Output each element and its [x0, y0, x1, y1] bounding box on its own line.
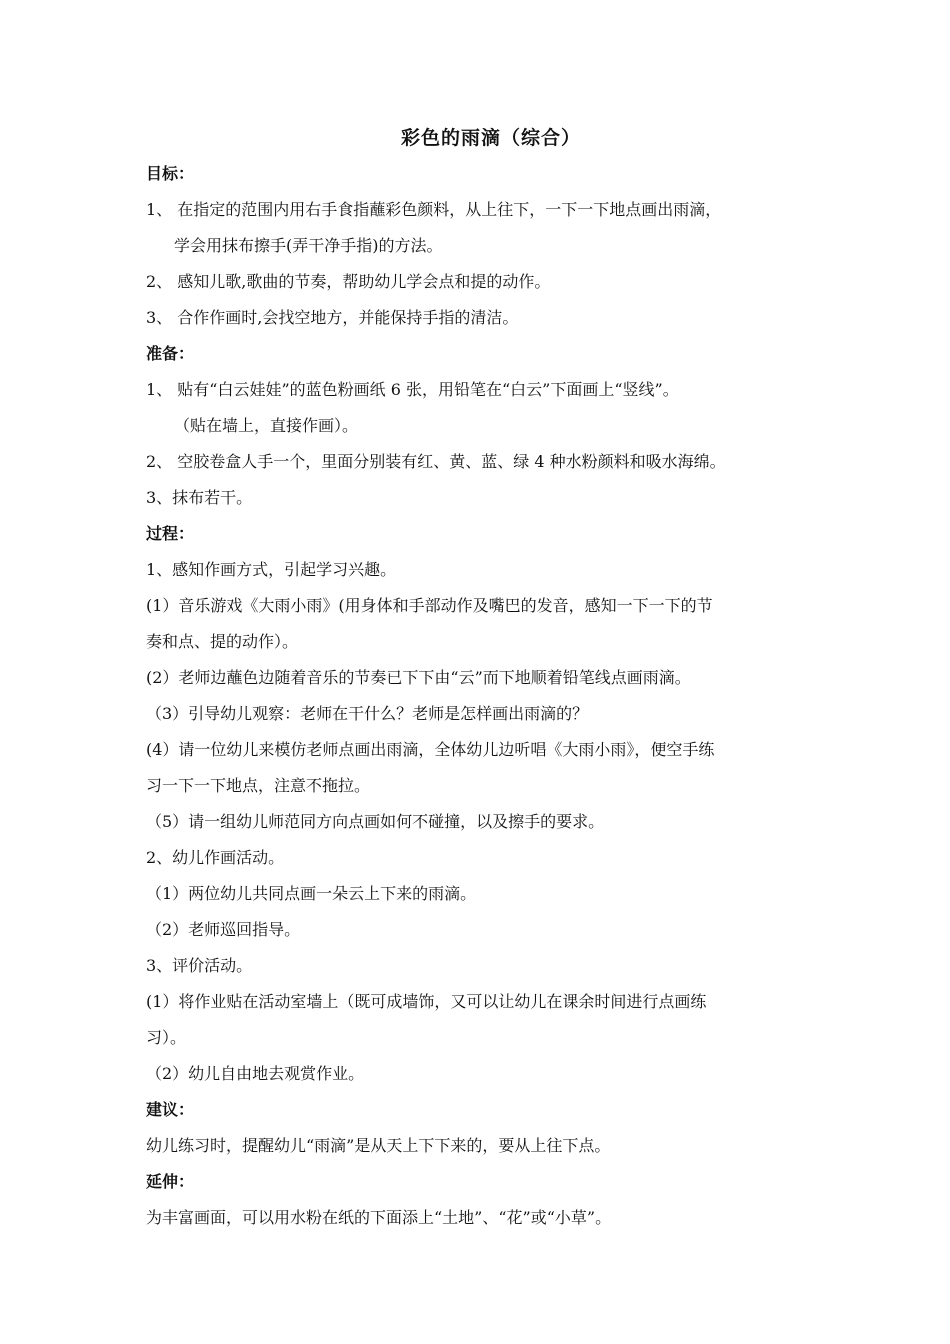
process-line: 2、幼儿作画活动。	[146, 848, 285, 867]
suggest-heading: 建议：	[146, 1100, 195, 1119]
process-line: 3、评价活动。	[146, 956, 253, 975]
prep-line-1-cont: （贴在墙上，直接作画）。	[174, 416, 359, 435]
process-line: （1）两位幼儿共同点画一朵云上下来的雨滴。	[146, 884, 477, 903]
goals-line-1: 1、 在指定的范围内用右手食指蘸彩色颜料，从上往下，一下一下地点画出雨滴，	[146, 200, 722, 219]
process-heading: 过程：	[146, 524, 195, 543]
process-line: （3）引导幼儿观察：老师在干什么？老师是怎样画出雨滴的？	[146, 704, 589, 723]
process-line: (1）音乐游戏《大雨小雨》(用身体和手部动作及嘴巴的发音，感知一下一下的节	[146, 596, 713, 615]
process-line: (2）老师边蘸色边随着音乐的节奏已下下由“云”而下地顺着铅笔线点画雨滴。	[146, 668, 691, 687]
prep-line-2: 2、 空胶卷盒人手一个，里面分别装有红、黄、蓝、绿 4 种水粉颜料和吸水海绵。	[146, 452, 726, 471]
goals-line-2: 2、 感知儿歌,歌曲的节奏，帮助幼儿学会点和提的动作。	[146, 272, 551, 291]
process-line: 奏和点、提的动作）。	[146, 632, 299, 651]
process-line: 习一下一下地点，注意不拖拉。	[146, 776, 371, 795]
process-line: (1）将作业贴在活动室墙上（既可成墙饰，又可以让幼儿在课余时间进行点画练	[146, 992, 707, 1011]
process-line: (4）请一位幼儿来模仿老师点画出雨滴，全体幼儿边听唱《大雨小雨》，便空手练	[146, 740, 715, 759]
prep-line-1: 1、 贴有“白云娃娃”的蓝色粉画纸 6 张，用铅笔在“白云”下面画上“竖线”。	[146, 380, 679, 399]
process-line: （2）幼儿自由地去观赏作业。	[146, 1064, 365, 1083]
process-line: 习）。	[146, 1028, 187, 1047]
prep-line-3: 3、抹布若干。	[146, 488, 253, 507]
extend-heading: 延伸：	[146, 1172, 195, 1191]
prep-heading: 准备：	[146, 344, 195, 363]
suggest-line: 幼儿练习时，提醒幼儿“雨滴”是从天上下下来的，要从上往下点。	[146, 1136, 611, 1155]
document-page	[146, 124, 826, 1236]
document-title: 彩色的雨滴（综合）	[400, 127, 581, 149]
goals-heading: 目标：	[146, 164, 195, 183]
extend-line: 为丰富画面，可以用水粉在纸的下面添上“土地”、“花”或“小草”。	[146, 1208, 612, 1227]
process-line: （5）请一组幼儿师范同方向点画如何不碰撞，以及擦手的要求。	[146, 812, 605, 831]
process-line: 1、感知作画方式，引起学习兴趣。	[146, 560, 397, 579]
process-line: （2）老师巡回指导。	[146, 920, 301, 939]
goals-line-3: 3、 合作作画时,会找空地方，并能保持手指的清洁。	[146, 308, 519, 327]
goals-line-1-cont: 学会用抹布擦手(弄干净手指)的方法。	[174, 236, 443, 255]
